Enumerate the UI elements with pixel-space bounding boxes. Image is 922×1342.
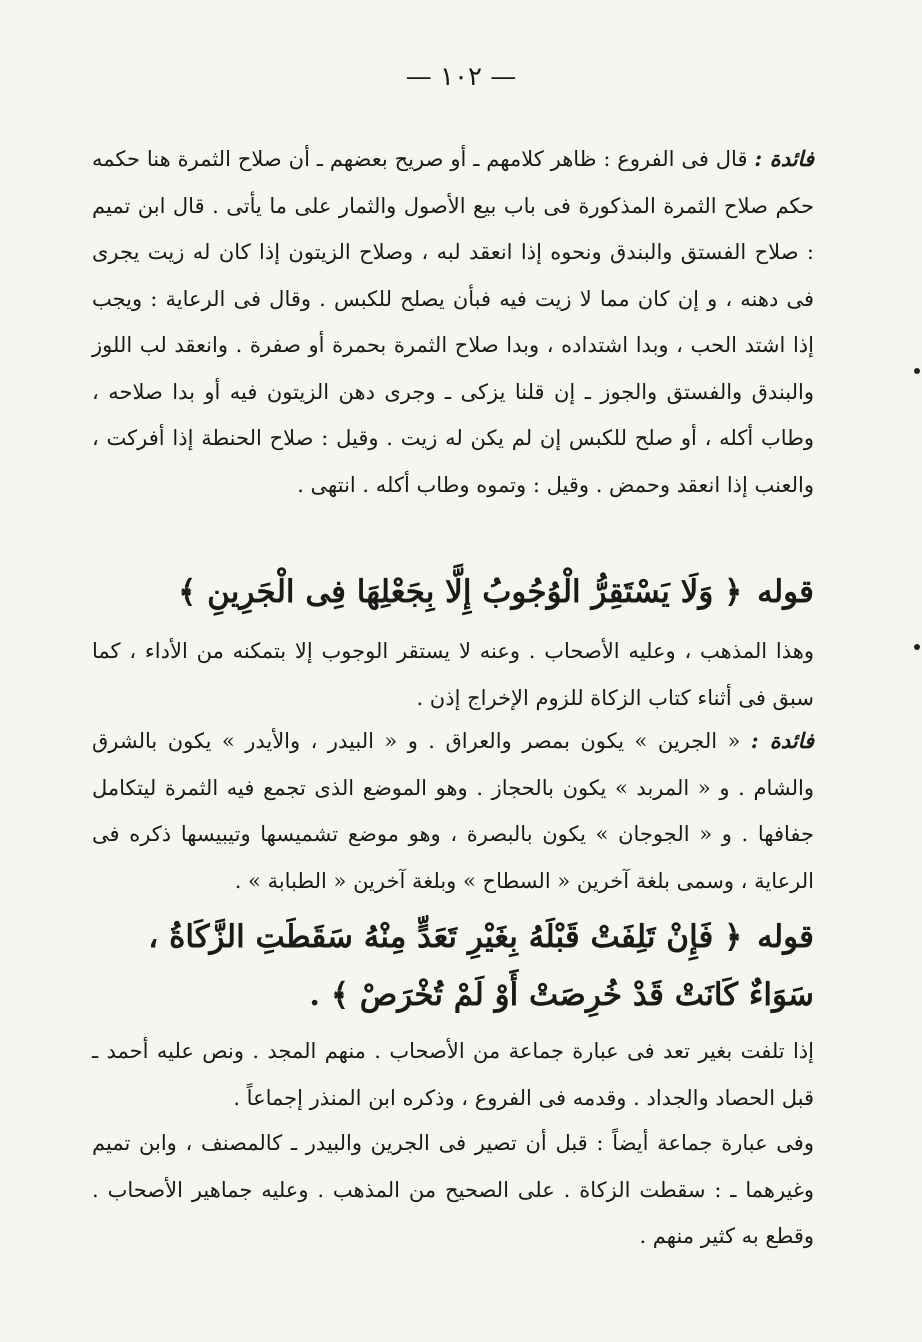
commentary-text: وفى عبارة جماعة أيضاً : قبل أن تصير فى الجرين والبيدر ـ كالمصنف ، وابن تميم وغيرهما ـ : سقطت الزكاة . على الصحيح من المذهب . وعليه جماهير الأصحاب . وقطع به كثير منهم . — [92, 1131, 814, 1248]
quoted-heading-2 — [92, 908, 814, 1024]
quote-text: ﴿ فَإِنْ تَلِفَتْ قَبْلَهُ بِغَيْرِ تَعَدٍّ مِنْهُ سَقَطَتِ الزَّكَاةُ ، سَوَاءٌ كَانَتْ قَدْ خُرِصَتْ أَوْ لَمْ تُخْرَصْ ﴾ . — [148, 919, 814, 1013]
faida-paragraph-1 — [92, 136, 814, 508]
page-number: — ١٠٢ — — [405, 62, 517, 92]
faida-label: فائدة : — [754, 146, 814, 171]
commentary-paragraph-2 — [92, 1028, 814, 1121]
margin-mark — [914, 368, 920, 374]
faida-paragraph-2 — [92, 718, 814, 904]
commentary-paragraph-1 — [92, 628, 814, 721]
quote-label: قوله — [757, 574, 814, 610]
faida-text: قال فى الفروع : ظاهر كلامهم ـ أو صريح بعضهم ـ أن صلاح الثمرة هنا حكمه حكم صلاح الثمرة المذكورة فى باب بيع الأصول والثمار على ما يأتى . قال ابن تميم : صلاح الفستق والبندق ونحوه إذا انعقد لبه ، وصلاح الزيتون إذا كان له زيت يجرى فى دهنه ، و إن كان مما لا زيت فيه فبأن يصلح للكبس . وقال فى الرعاية : ويجب إذا اشتد الحب ، وبدا اشتداده ، وبدا صلاح الثمرة بحمرة أو صفرة . وانعقد لب اللوز والبندق والفستق والجوز ـ إن قلنا يزكى ـ وجرى دهن الزيتون فيه أو بدا صلاحه ، وطاب أكله ، أو صلح للكبس إن لم يكن له زيت . وقيل : صلاح الحنطة إذا أفركت ، والعنب إذا انعقد وحمض . وقيل : وتموه وطاب أكله . انتهى . — [92, 147, 814, 497]
faida-text: « الجرين » يكون بمصر والعراق . و « البيدر ، والأيدر » يكون بالشرق والشام . و « المربد » يكون بالحجاز . وهو الموضع الذى تجمع فيه الثمرة ليتكامل جفافها . و « الجوجان » يكون بالبصرة ، وهو موضع تشميسها وتيبيسها ذكره فى الرعاية ، وسمى بلغة آخرين « السطاح » وبلغة آخرين « الطبابة » . — [92, 729, 814, 893]
margin-mark — [914, 644, 920, 650]
quote-label: قوله — [757, 919, 814, 955]
commentary-text: إذا تلفت بغير تعد فى عبارة جماعة من الأصحاب . منهم المجد . ونص عليه أحمد ـ قبل الحصاد والجداد . وقدمه فى الفروع ، وذكره ابن المنذر إجماعاً . — [92, 1039, 814, 1110]
quoted-heading-1 — [92, 566, 814, 618]
quote-text: ﴿ وَلَا يَسْتَقِرُّ الْوُجُوبُ إِلَّا بِجَعْلِهَا فِى الْجَرِينِ ﴾ — [178, 574, 743, 610]
commentary-text: وهذا المذهب ، وعليه الأصحاب . وعنه لا يستقر الوجوب إلا بتمكنه من الأداء ، كما سبق فى أثناء كتاب الزكاة للزوم الإخراج إذن . — [92, 639, 814, 710]
commentary-paragraph-3 — [92, 1120, 814, 1260]
faida-label: فائدة : — [750, 728, 814, 753]
